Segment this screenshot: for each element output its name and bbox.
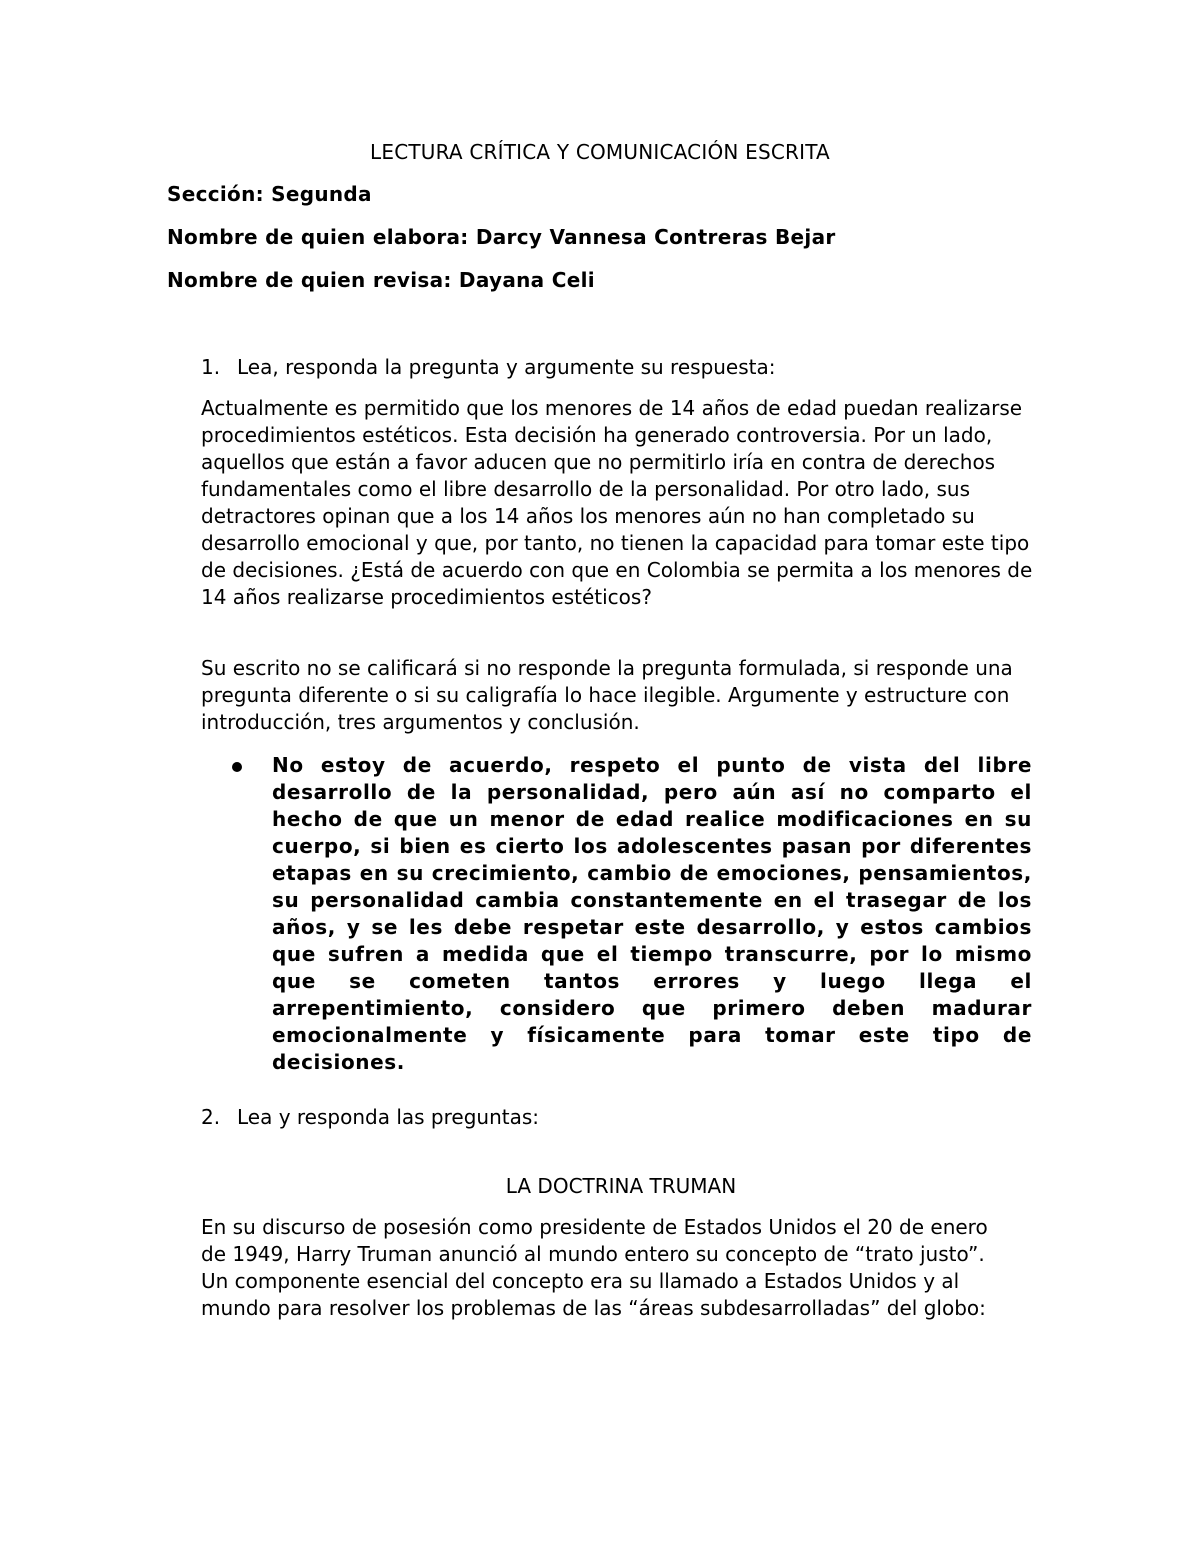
reviewer-line: Nombre de quien revisa: Dayana Celi <box>167 268 595 292</box>
answer-text: No estoy de acuerdo, respeto el punto de vista del libre desarrollo de la personalidad, pero aún así no comparto el hecho de que un menor de edad realice modificaciones en su cuerpo, si bien es cierto los adolescentes pasan por diferentes etapas en su crecimiento, cambio de emociones, pensamientos, su personalidad cambia constantemente en el trasegar de los años, y se les debe respetar este desarrollo, y estos cambios que sufren a medida que el tiempo transcurre, por lo mismo que se cometen tantos errores y luego llega el arrepentimiento, considero que primero deben madurar emocionalmente y físicamente para tomar este tipo de decisiones. <box>272 753 1032 1074</box>
question-2-prompt: Lea y responda las preguntas: <box>237 1105 540 1129</box>
reading-title: LA DOCTRINA TRUMAN <box>505 1174 737 1198</box>
question-1-paragraph: Actualmente es permitido que los menores de 14 años de edad puedan realizarse procedimientos estéticos. Esta decisión ha generado controversia. Por un lado, aquellos que están a favor aducen que no permitirlo iría en contra de derechos fundamentales como el libre desarrollo de la personalidad. Por otro lado, sus detractores opinan que a los 14 años los menores aún no han completado su desarrollo emocional y que, por tanto, no tienen la capacidad para tomar este tipo de decisiones. ¿Está de acuerdo con que en Colombia se permita a los menores de 14 años realizarse procedimientos estéticos? <box>201 396 1033 609</box>
reading-paragraph: En su discurso de posesión como presidente de Estados Unidos el 20 de enero de 1949, Harry Truman anunció al mundo entero su concepto de “trato justo”. Un componente esencial del concepto era su llamado a Estados Unidos y al mundo para resolver los problemas de las “áreas subdesarrolladas” del globo: <box>201 1215 988 1320</box>
question-2-number: 2. <box>201 1105 221 1129</box>
author-line: Nombre de quien elabora: Darcy Vannesa Contreras Bejar <box>167 225 836 249</box>
bullet-icon <box>232 762 242 772</box>
question-1-heading <box>201 355 776 379</box>
question-1-instructions: Su escrito no se calificará si no responde la pregunta formulada, si responde una pregunta diferente o si su caligrafía lo hace ilegible. Argumente y estructure con introducción, tres argumentos y conclusión. <box>201 656 1013 734</box>
question-2-heading <box>201 1105 539 1129</box>
section-line: Sección: Segunda <box>167 182 372 206</box>
question-1-prompt: Lea, responda la pregunta y argumente su respuesta: <box>237 355 776 379</box>
question-1-number: 1. <box>201 355 221 379</box>
document-title: LECTURA CRÍTICA Y COMUNICACIÓN ESCRITA <box>370 140 830 164</box>
